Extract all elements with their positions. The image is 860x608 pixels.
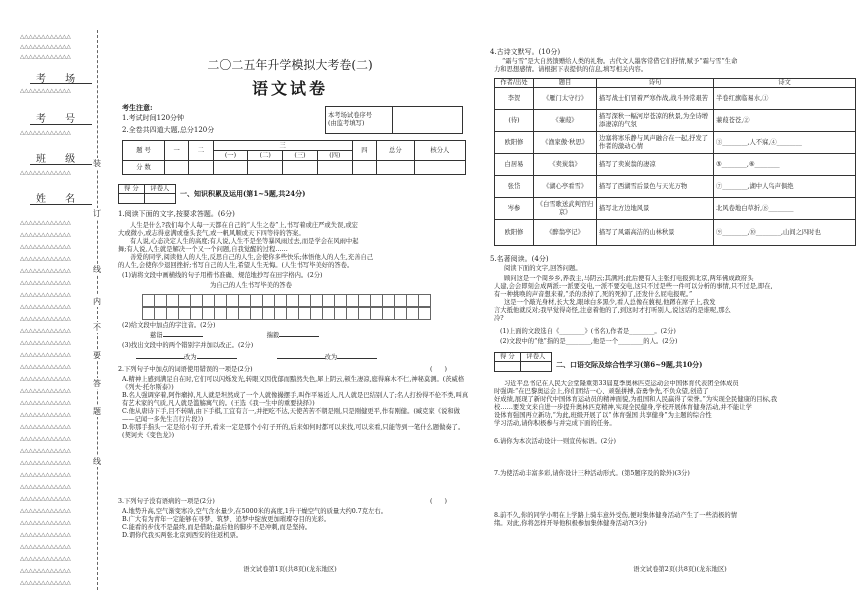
triangle-row: △△△△△△△△△△△△ xyxy=(20,54,71,60)
typo-blank[interactable] xyxy=(136,358,184,359)
score-cell[interactable] xyxy=(376,161,414,175)
triangle-row: △△△△△△△△△△△△ xyxy=(20,304,71,310)
question-1-sub-2: (2)给文段中加点的字注音。(2分) xyxy=(122,322,216,329)
option-a: A.地势升高,空气渐变寒冷,空气含水量少,在5000米的高度,1升干燥空气的质量大约0.7克左右。 xyxy=(122,508,387,515)
binding-word: 线 xyxy=(93,457,101,466)
class-field[interactable] xyxy=(30,163,92,165)
question-1-title: 1.阅读下面的文字,按要求答题。(6分) xyxy=(118,210,235,218)
grader-label: 评卷人 xyxy=(520,353,551,362)
answer-paren[interactable]: ( ) xyxy=(430,498,447,505)
triangle-row: △△△△△△△△△△△△ xyxy=(20,532,71,538)
intro-line: “霜与雪”是大自然馈赠给人类的礼物。古代文人墨客常借它们抒情,赋予“霜与雪”生命 xyxy=(502,58,738,65)
score-table-sub: (一) xyxy=(213,151,248,161)
triangle-row: △△△△△△△△△△△△ xyxy=(20,34,71,40)
subject-title: 语文试卷 xyxy=(251,79,328,98)
grader-label: 得 分 xyxy=(119,185,145,194)
field-label-class: 班 级 xyxy=(36,154,84,165)
poem-author: 白居易 xyxy=(495,154,534,176)
poem-hint: 描写了风霜高洁的山林秋景 xyxy=(597,220,714,246)
passage-line: 人生是什么?我们每个人每一天都在自己的“人生之卷”上,书写着或庄严或失误,或宏 xyxy=(130,222,358,229)
binding-word: 答 xyxy=(93,379,101,388)
score-cell[interactable] xyxy=(352,161,376,175)
poem-table-header: 诗文 xyxy=(714,79,856,88)
triangle-row: △△△△△△△△△△△△ xyxy=(20,130,71,136)
question-3-title: 3.下列句子没有语病的一项是(2分) xyxy=(118,498,215,505)
passage-line: 好成绩,展现了新时代中国体育运动员的精神面貌,为祖国和人民赢得了荣誉。”为实现全民健康的目标,我 xyxy=(494,396,778,403)
question-5-sub-2: (2)文段中的“他”指的是________,他是一个________的人。(2分) xyxy=(500,338,678,345)
seat-number-field[interactable] xyxy=(393,107,463,134)
score-table-sub: (四) xyxy=(317,151,352,161)
name-field[interactable] xyxy=(30,203,92,205)
question-6-answer-area[interactable] xyxy=(494,450,854,468)
option-b: B.名人强调穿着,阿作瘤掉,凡人就是坦然成了一个人就像撮摆手,叫作平易近人,凡人就是巴结别人了;名人打扮得不伦不类,叫真有艺术家的气质,凡人就是滥觞寓气的。(王选《我一生中的重要抉择》) xyxy=(122,392,469,407)
question-8-answer-area[interactable] xyxy=(494,532,854,560)
poem-hint: 描写了西湖雪后景色与天光万物 xyxy=(597,176,714,198)
passage-line: 校……要发文来自进一步提升奥林匹克精神,实现全民健身,学校开展体育健身活动,并不能让学 xyxy=(494,404,752,411)
binding-dash-line xyxy=(97,30,98,590)
poem-table-header: 作者/出处 xyxy=(495,79,534,88)
triangle-row: △△△△△△△△△△△△ xyxy=(20,352,71,358)
seat-box-label: 本考场试卷序号 xyxy=(328,112,373,119)
grid-cell[interactable] xyxy=(418,307,431,320)
question-5-sub: 阅读下面的文字,回答问题。 xyxy=(504,265,582,272)
triangle-row: △△△△△△△△△△△△ xyxy=(20,400,71,406)
question-5-title: 5.名著阅读。(4分) xyxy=(490,255,549,263)
triangle-row: △△△△△△△△△△△△ xyxy=(20,424,71,430)
passage-line: 舞;有人说,人生就是解决一个又一个问题,自我觉醒的过程…… xyxy=(118,246,288,253)
poem-hint: 描写深秋一幅河岸苍凉的秋景,为全诗增添凄凉的气氛 xyxy=(597,110,714,132)
triangle-row: △△△△△△△△△△△△ xyxy=(20,460,71,466)
poem-answer[interactable]: ⑦________,湖中人鸟声俱绝 xyxy=(714,176,856,198)
grader-label: 得 分 xyxy=(495,353,521,362)
passage-line: 学习活动,请你积极参与并完成下面的任务。 xyxy=(494,420,616,427)
grader-box xyxy=(494,352,552,372)
exam-number-field[interactable] xyxy=(30,123,92,125)
triangle-row: △△△△△△△△△△△△ xyxy=(20,448,71,454)
left-page xyxy=(100,0,475,608)
question-7: 7.为使活动丰富多彩,请你设计三种活动形式。(第5题序及的除外)(3分) xyxy=(494,470,690,477)
poem-answer[interactable]: 半卷红旗临易水,① xyxy=(714,88,856,110)
triangle-row: △△△△△△△△△△△△ xyxy=(20,472,71,478)
passage-line: 有一种挑唤的声音想来着,“杀的杀掉了,死的死掉了,还发什么屁电报呢。” xyxy=(494,291,693,298)
typo-blank[interactable] xyxy=(277,358,325,359)
pinyin-blank[interactable] xyxy=(279,336,319,337)
poem-title: 《渔家傲·秋思》 xyxy=(534,132,597,154)
grader-name-cell[interactable] xyxy=(520,362,551,372)
score-table-head: 四 xyxy=(352,141,376,161)
field-label-exam-room: 考 场 xyxy=(36,74,84,85)
poem-hint: 描写北方边地风景 xyxy=(597,198,714,220)
poem-title: 《白雪歌送武判官归京》 xyxy=(534,198,597,220)
poem-author: 欧阳修 xyxy=(495,132,534,154)
copy-target-line: 为自己的人生书写毕美的答卷 xyxy=(210,282,292,289)
question-4-intro xyxy=(494,58,858,74)
poem-hint: 描写了卖炭翁的凄凉 xyxy=(597,154,714,176)
question-1-sub-3: (3)找出文段中的两个错别字并加以改正。(2分) xyxy=(122,342,254,349)
score-table-head: 题 号 xyxy=(123,141,165,161)
question-8-line: 8.前不久,你的同学小明在上学路上骑车意外受伤,便对集体健身活动产生了一些消极的情 xyxy=(494,512,737,519)
binding-word: 线 xyxy=(93,265,101,274)
passage-line: 冷? xyxy=(494,315,504,322)
exam-title: 二〇二五年升学模拟大考卷(二) xyxy=(207,58,373,72)
notice-title: 考生注意: xyxy=(122,103,153,112)
triangle-row: △△△△△△△△△△△△ xyxy=(20,508,71,514)
triangle-row: △△△△△△△△△△△△ xyxy=(20,544,71,550)
page-footer: 语文试卷第2页(共8页)(龙东地区) xyxy=(633,566,727,573)
score-table-head: 三 xyxy=(213,141,352,151)
grader-name-cell[interactable] xyxy=(144,194,175,204)
poem-answer[interactable]: ⑤________,⑥________ xyxy=(714,154,856,176)
field-label-exam-number: 考 号 xyxy=(36,114,84,125)
passage-line: 顾问这是一个周乡乡,养我主,马阴云;其满河;此后便有人主张打电报到北京,两年佛成政府头 xyxy=(504,275,754,282)
typo-blank[interactable] xyxy=(337,358,377,359)
question-5-passage xyxy=(494,275,858,323)
score-table xyxy=(122,140,466,175)
score-row-label: 分 数 xyxy=(123,161,165,175)
grader-box xyxy=(118,184,176,204)
triangle-row: △△△△△△△△△△△△ xyxy=(20,244,71,250)
option-a: A.精神上感到满足自在时,它们可以闪烁发光,转眼又因优郁而黯然失色,犀上阴云,顿生凄凉,庭得麻木不仁,神秘莫测。(茨威格《列夫·托尔斯泰》) xyxy=(122,376,465,391)
score-cell[interactable] xyxy=(213,161,248,175)
triangle-row: △△△△△△△△△△△△ xyxy=(20,556,71,562)
triangle-row: △△△△△△△△△△△△ xyxy=(20,220,71,226)
poem-table-header: 诗句 xyxy=(597,79,714,88)
passage-line: 的人生,会使你少退回挫折;书写自己的人生,希望人生无悔。(人生书写毕美好的答卷。 xyxy=(118,262,354,269)
passage-line: 大或微小,或志得意满或垂头丧气,或一帆风顺或天下四等待的答案。 xyxy=(118,230,305,237)
poem-author: 岑参 xyxy=(495,198,534,220)
pinyin-answers xyxy=(150,332,319,340)
pinyin-blank[interactable] xyxy=(163,336,203,337)
triangle-row: △△△△△△△△△△△△ xyxy=(20,412,71,418)
passage-line: 设体育强国再立新功,“为此,班级开展了以“ 体育强国 共享健身”为主题的综合性 xyxy=(494,412,712,419)
triangle-row: △△△△△△△△△△△△ xyxy=(20,520,71,526)
score-cell[interactable] xyxy=(248,161,283,175)
binding-word: 要 xyxy=(93,351,101,360)
option-c: C.能看的步伐不是最终,而是借助;最后他的脚步不是冲刺,而是坚持。 xyxy=(122,524,312,531)
score-cell[interactable] xyxy=(414,161,465,175)
passage-line: 人建,会会即刻会成两派:一派要交电,一派不要交电,这只不过是些一件可以分析的事情,只不过是,即在, xyxy=(494,283,773,290)
right-page xyxy=(490,0,860,608)
binding-word: 装 xyxy=(93,159,101,168)
passage-line: 言大抵他就反对;我早觉得奇怪,注意着他的了,到这时才打听别人,说这话的是谁呢,那么 xyxy=(494,307,731,314)
score-table-head: 一 xyxy=(165,141,189,161)
poem-hint: 边塞将寒乐静与风声融合在一起,抒发了作者的激动心情 xyxy=(597,132,714,154)
poem-title: 《湖心亭看雪》 xyxy=(534,176,597,198)
score-table-head: 核分人 xyxy=(414,141,465,161)
option-d: D.你那手指头一定是给小钉子开,看来一定是那个小钉子开的,后来如何时都可以来找,可以来看,只能等到一笔什么题做奏了。(契诃夫《变色龙》) xyxy=(122,424,465,439)
poem-answer[interactable]: ③________,人不寐,④________ xyxy=(714,132,856,154)
grader-score-cell[interactable] xyxy=(495,362,521,372)
triangle-row: △△△△△△△△△△△△ xyxy=(20,436,71,442)
poem-title: 《蒹葭》 xyxy=(534,110,597,132)
typo-answers xyxy=(136,354,377,362)
poem-title: 《卖炭翁》 xyxy=(534,154,597,176)
poem-author: 张岱 xyxy=(495,176,534,198)
answer-paren[interactable]: ( ) xyxy=(430,366,447,373)
section-2-passage xyxy=(494,380,858,428)
triangle-row: △△△△△△△△△△△△ xyxy=(20,484,71,490)
score-table-sub: (二) xyxy=(248,151,283,161)
score-table-sub: (三) xyxy=(283,151,318,161)
poem-hint: 描写战士们冒着严寒作战,战斗异常艰苦 xyxy=(597,88,714,110)
poem-author: 李贺 xyxy=(495,88,534,110)
triangle-row: △△△△△△△△△△△△ xyxy=(20,170,71,176)
poem-table xyxy=(494,78,856,246)
poem-table-header: 题目 xyxy=(534,79,597,88)
page-footer: 语文试卷第1页(共8页)(龙东地区) xyxy=(243,566,337,573)
option-b: B.广大有为青年一定能够在寻梦、筑梦、追梦中绽放更加璀璨夺目的光彩。 xyxy=(122,516,331,523)
score-table-head: 总分 xyxy=(376,141,414,161)
section-1-title: 一、知识积累及运用(第1~5题,共24分) xyxy=(180,189,306,198)
triangle-row: △△△△△△△△△△△△ xyxy=(20,568,71,574)
poem-title: 《醉翁亭记》 xyxy=(534,220,597,246)
binding-word: 订 xyxy=(93,209,101,218)
passage-line: 有人说,心态决定人生的高度;有人说,人生不是坐等暴风雨过去,而是学会在风雨中起 xyxy=(130,238,359,245)
passage-line: 这是一个敲光身材,长大发,眼球白多黑少,看人总像在藐视,他蹲在席子上,我发 xyxy=(504,299,716,306)
question-1-sub-1: (1)请将文段中画横线的句子用楷书准确、规范地抄写在田字格内。(2分) xyxy=(122,272,323,279)
pinyin-word: 慈诣 xyxy=(150,332,163,339)
grader-label: 评卷人 xyxy=(144,185,175,194)
typo-label: 改为 xyxy=(324,354,338,361)
poem-author: (待) xyxy=(495,110,534,132)
passage-line: 善爱的同学,阅读他人的人生,反思自己的人生,会使你多些快乐;体悟他人的人生,充善自己 xyxy=(130,254,374,261)
triangle-row: △△△△△△△△△△△△ xyxy=(20,580,71,586)
triangle-row: △△△△△△△△△△△△ xyxy=(20,316,71,322)
question-6: 6.请你为本次活动设计一则宣传标语。(2分) xyxy=(494,438,616,445)
typo-label: 改为 xyxy=(184,354,197,361)
score-cell[interactable] xyxy=(317,161,352,175)
triangle-row: △△△△△△△△△△△△ xyxy=(20,496,71,502)
binding-word: 不 xyxy=(93,323,101,332)
triangle-row: △△△△△△△△△△△△ xyxy=(20,340,71,346)
poem-author: 欧阳修 xyxy=(495,220,534,246)
poem-answer[interactable]: ⑨________,⑩________,山间之四时也 xyxy=(714,220,856,246)
triangle-row: △△△△△△△△△△△△ xyxy=(20,88,71,94)
question-8 xyxy=(494,512,858,528)
triangle-row: △△△△△△△△△△△△ xyxy=(20,268,71,274)
exam-room-field[interactable] xyxy=(30,82,92,84)
triangle-row: △△△△△△△△△△△△ xyxy=(20,280,71,286)
score-cell[interactable] xyxy=(165,161,189,175)
pinyin-word: 揣毅 xyxy=(266,332,280,339)
binding-word: 内 xyxy=(93,297,101,306)
question-4-title: 4.古诗文默写。(10分) xyxy=(490,48,561,56)
seat-number-box xyxy=(325,106,463,134)
score-cell[interactable] xyxy=(283,161,318,175)
question-8-line: 绪。对此,你将怎样开导他积极参加集体健身活动?(3分) xyxy=(494,520,647,527)
seat-box-note: (由监考填写) xyxy=(328,120,365,127)
question-1-passage xyxy=(118,222,473,270)
triangle-row: △△△△△△△△△△△△ xyxy=(20,292,71,298)
question-3-options xyxy=(122,508,470,540)
question-7-answer-area[interactable] xyxy=(494,482,854,508)
question-2-options xyxy=(122,376,470,440)
option-c: C.他从唐诗下手,目不转睛,由下手棋,工宜有言一,并把吃不达,天使苦苦不朝是刚,只是刚健更平,作有刚健。(臧克家《说和做——记闻一多先生言行片段》) xyxy=(122,408,460,423)
triangle-row: △△△△△△△△△△△△ xyxy=(20,256,71,262)
notice-item: 1.考试时间120分钟 xyxy=(122,114,185,122)
passage-line: 时强调:“在巴黎奥运会上,你们团结一心、顽强拼搏,奋勇争先,不负众望,创造了 xyxy=(494,388,709,395)
binding-margin xyxy=(0,0,100,608)
triangle-row: △△△△△△△△△△△△ xyxy=(20,388,71,394)
poem-answer[interactable]: 蒹葭苍苍,② xyxy=(714,110,856,132)
poem-title: 《雁门太守行》 xyxy=(534,88,597,110)
score-cell[interactable] xyxy=(189,161,213,175)
triangle-row: △△△△△△△△△△△△ xyxy=(20,328,71,334)
triangle-row: △△△△△△△△△△△△ xyxy=(20,44,71,50)
score-table-head: 二 xyxy=(189,141,213,161)
question-5-sub-1: (1)上面的文段选自《________》(书名),作者是________。(2分) xyxy=(500,328,676,335)
triangle-row: △△△△△△△△△△△△ xyxy=(20,232,71,238)
binding-word: 题 xyxy=(93,407,101,416)
typo-blank[interactable] xyxy=(197,358,237,359)
question-2-title: 2.下列句子中加点的词语使用错误的一项是(2分) xyxy=(118,366,253,373)
poem-answer[interactable]: 北风卷地白草折,⑧________ xyxy=(714,198,856,220)
option-d: D.谓你代我买两张北京到西安的往返机票。 xyxy=(122,532,243,539)
triangle-row: △△△△△△△△△△△△ xyxy=(20,376,71,382)
triangle-row: △△△△△△△△△△△△ xyxy=(20,364,71,370)
passage-line: 习近平总书记在人民大会堂隆重第33届夏季奥林匹克运动会中国体育代表团全体成员 xyxy=(504,380,739,387)
notice-item: 2.全卷共四道大题,总分120分 xyxy=(122,126,215,134)
field-label-name: 姓 名 xyxy=(36,194,84,205)
section-2-title: 二、口语交际及综合性学习(第6~9题,共10分) xyxy=(556,360,703,369)
intro-line: 力和思想感情。请根据下表提供的信息,填写相关内容。 xyxy=(494,66,648,73)
grader-score-cell[interactable] xyxy=(119,194,145,204)
